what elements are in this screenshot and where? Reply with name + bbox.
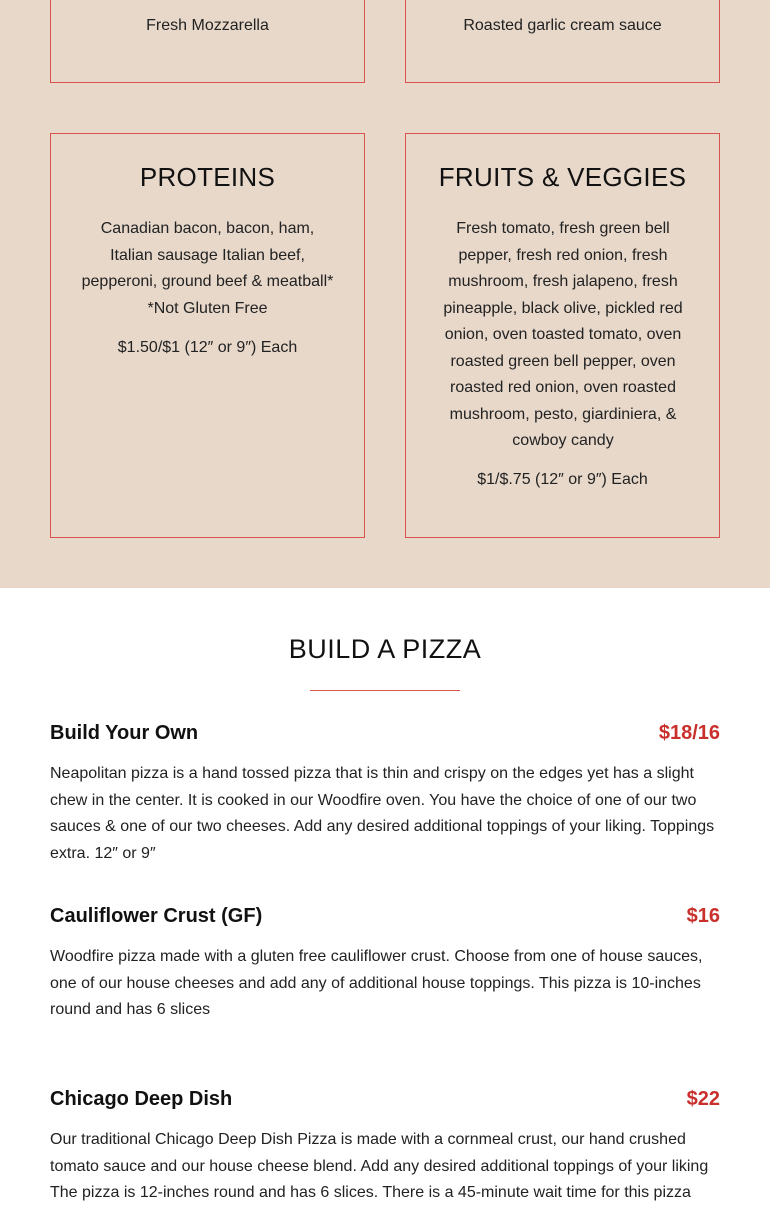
cheese-card-text: Fresh Mozzarella: [146, 17, 269, 34]
heading-divider: [310, 690, 460, 691]
sauce-card-text: Roasted garlic cream sauce: [463, 17, 662, 34]
proteins-price: $1.50/$1 (12″ or 9″) Each: [117, 339, 298, 356]
cheese-card: [50, 0, 365, 83]
menu-item-description: Neapolitan pizza is a hand tossed pizza that is thin and crispy on the edges yet has a slight chew in the center. It is cooked in our Woodfire oven. You have the choice of one of our two sauces & one of our two cheeses. Add any desired additional toppings of your liking. Toppings extra. 12″ or 9″: [50, 765, 715, 862]
menu-item-name: Build Your Own: [50, 722, 199, 744]
menu-item-price: $16: [686, 905, 720, 927]
menu-item-price: $22: [686, 1088, 720, 1110]
menu-item-name: Cauliflower Crust (GF): [50, 905, 263, 927]
menu-item-description: Woodfire pizza made with a gluten free cauliflower crust. Choose from one of house sauces, one of our house cheeses and add any of additional house toppings. This pizza is 10-inches round and has 6 slices: [50, 948, 703, 1018]
menu-item-description: Our traditional Chicago Deep Dish Pizza is made with a cornmeal crust, our hand crushed tomato sauce and our house cheese blend. Add any desired additional toppings of your liking The pizza is 12-inches round and has 6 slices. There is a 45-minute wait time for this pizza: [50, 1131, 709, 1201]
sauce-card: [405, 0, 720, 83]
toppings-section: [0, 0, 770, 588]
proteins-description: Canadian bacon, bacon, ham, Italian sausage Italian beef, pepperoni, ground beef & meatball* *Not Gluten Free: [81, 220, 334, 317]
fruits-veggies-card: [405, 133, 720, 538]
fruits-veggies-title: FRUITS & VEGGIES: [438, 162, 687, 192]
build-pizza-heading: BUILD A PIZZA: [288, 634, 482, 664]
fruits-veggies-description: Fresh tomato, fresh green bell pepper, fresh red onion, fresh mushroom, fresh jalapeno, fresh pineapple, black olive, pickled red onion, oven toasted tomato, oven roasted green bell pepper, oven roasted red onion, oven roasted mushroom, pesto, giardiniera, & cowboy candy: [443, 220, 683, 449]
menu-item-name: Chicago Deep Dish: [50, 1088, 233, 1110]
proteins-title: PROTEINS: [139, 162, 276, 192]
menu-item-price: $18/16: [658, 722, 720, 744]
proteins-card: [50, 133, 365, 538]
fruits-veggies-price: $1/$.75 (12″ or 9″) Each: [477, 471, 648, 488]
